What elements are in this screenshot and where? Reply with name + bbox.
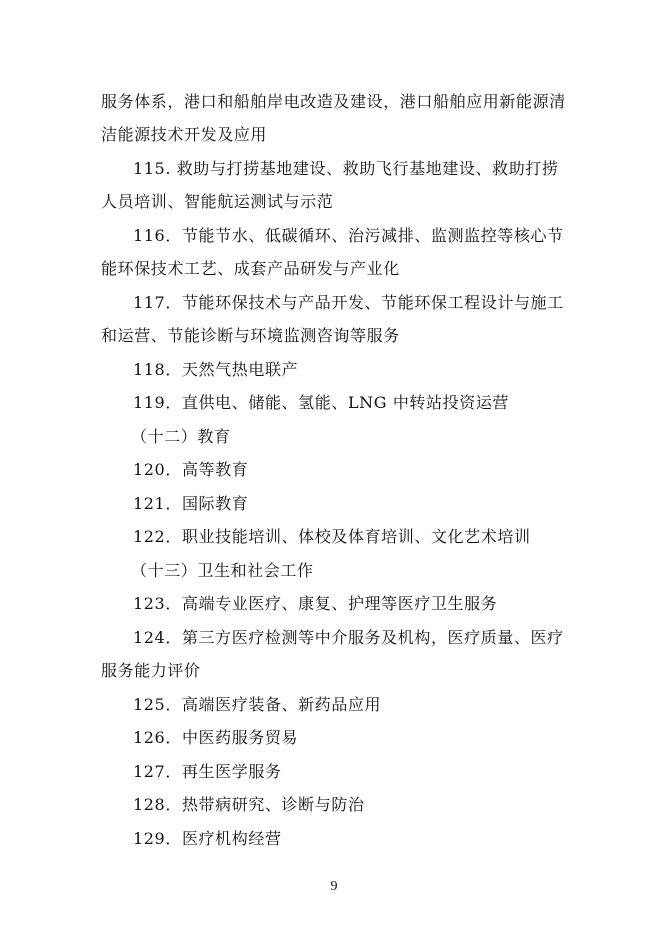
list-item-123: 123．高端专业医疗、康复、护理等医疗卫生服务 (133, 594, 498, 613)
list-item-117-continuation: 和运营、节能诊断与环境监测咨询等服务 (101, 326, 400, 345)
list-item-115: 115. 救助与打捞基地建设、救助飞行基地建设、救助打捞 (133, 159, 559, 178)
list-item-116-continuation: 能环保技术工艺、成套产品研发与产业化 (101, 259, 400, 278)
list-item-116: 116．节能节水、低碳循环、治污减排、监测监控等核心节 (133, 226, 564, 245)
list-item-120: 120．高等教育 (133, 460, 249, 479)
text-line-continuation: 洁能源技术开发及应用 (101, 125, 268, 144)
page-number: 9 (330, 879, 338, 894)
text-line-continuation: 服务体系，港口和船舶岸电改造及建设，港口船舶应用新能源清 (101, 92, 566, 111)
list-item-127: 127．再生医学服务 (133, 762, 282, 781)
list-item-126: 126．中医药服务贸易 (133, 728, 299, 747)
list-item-118: 118．天然气热电联产 (133, 360, 299, 379)
list-item-129: 129．医疗机构经营 (133, 829, 282, 848)
list-item-121: 121．国际教育 (133, 494, 249, 513)
list-item-124-continuation: 服务能力评价 (101, 661, 201, 680)
list-item-128: 128．热带病研究、诊断与防治 (133, 795, 365, 814)
section-heading-education: （十二）教育 (131, 427, 231, 446)
list-item-124: 124．第三方医疗检测等中介服务及机构，医疗质量、医疗 (133, 628, 564, 647)
list-item-115-continuation: 人员培训、智能航运测试与示范 (101, 192, 334, 211)
section-heading-health: （十三）卫生和社会工作 (131, 561, 314, 580)
list-item-122: 122．职业技能培训、体校及体育培训、文化艺术培训 (133, 527, 531, 546)
list-item-125: 125．高端医疗装备、新药品应用 (133, 695, 382, 714)
list-item-117: 117．节能环保技术与产品开发、节能环保工程设计与施工 (133, 293, 564, 312)
list-item-119: 119．直供电、储能、氢能、LNG 中转站投资运营 (133, 393, 510, 412)
